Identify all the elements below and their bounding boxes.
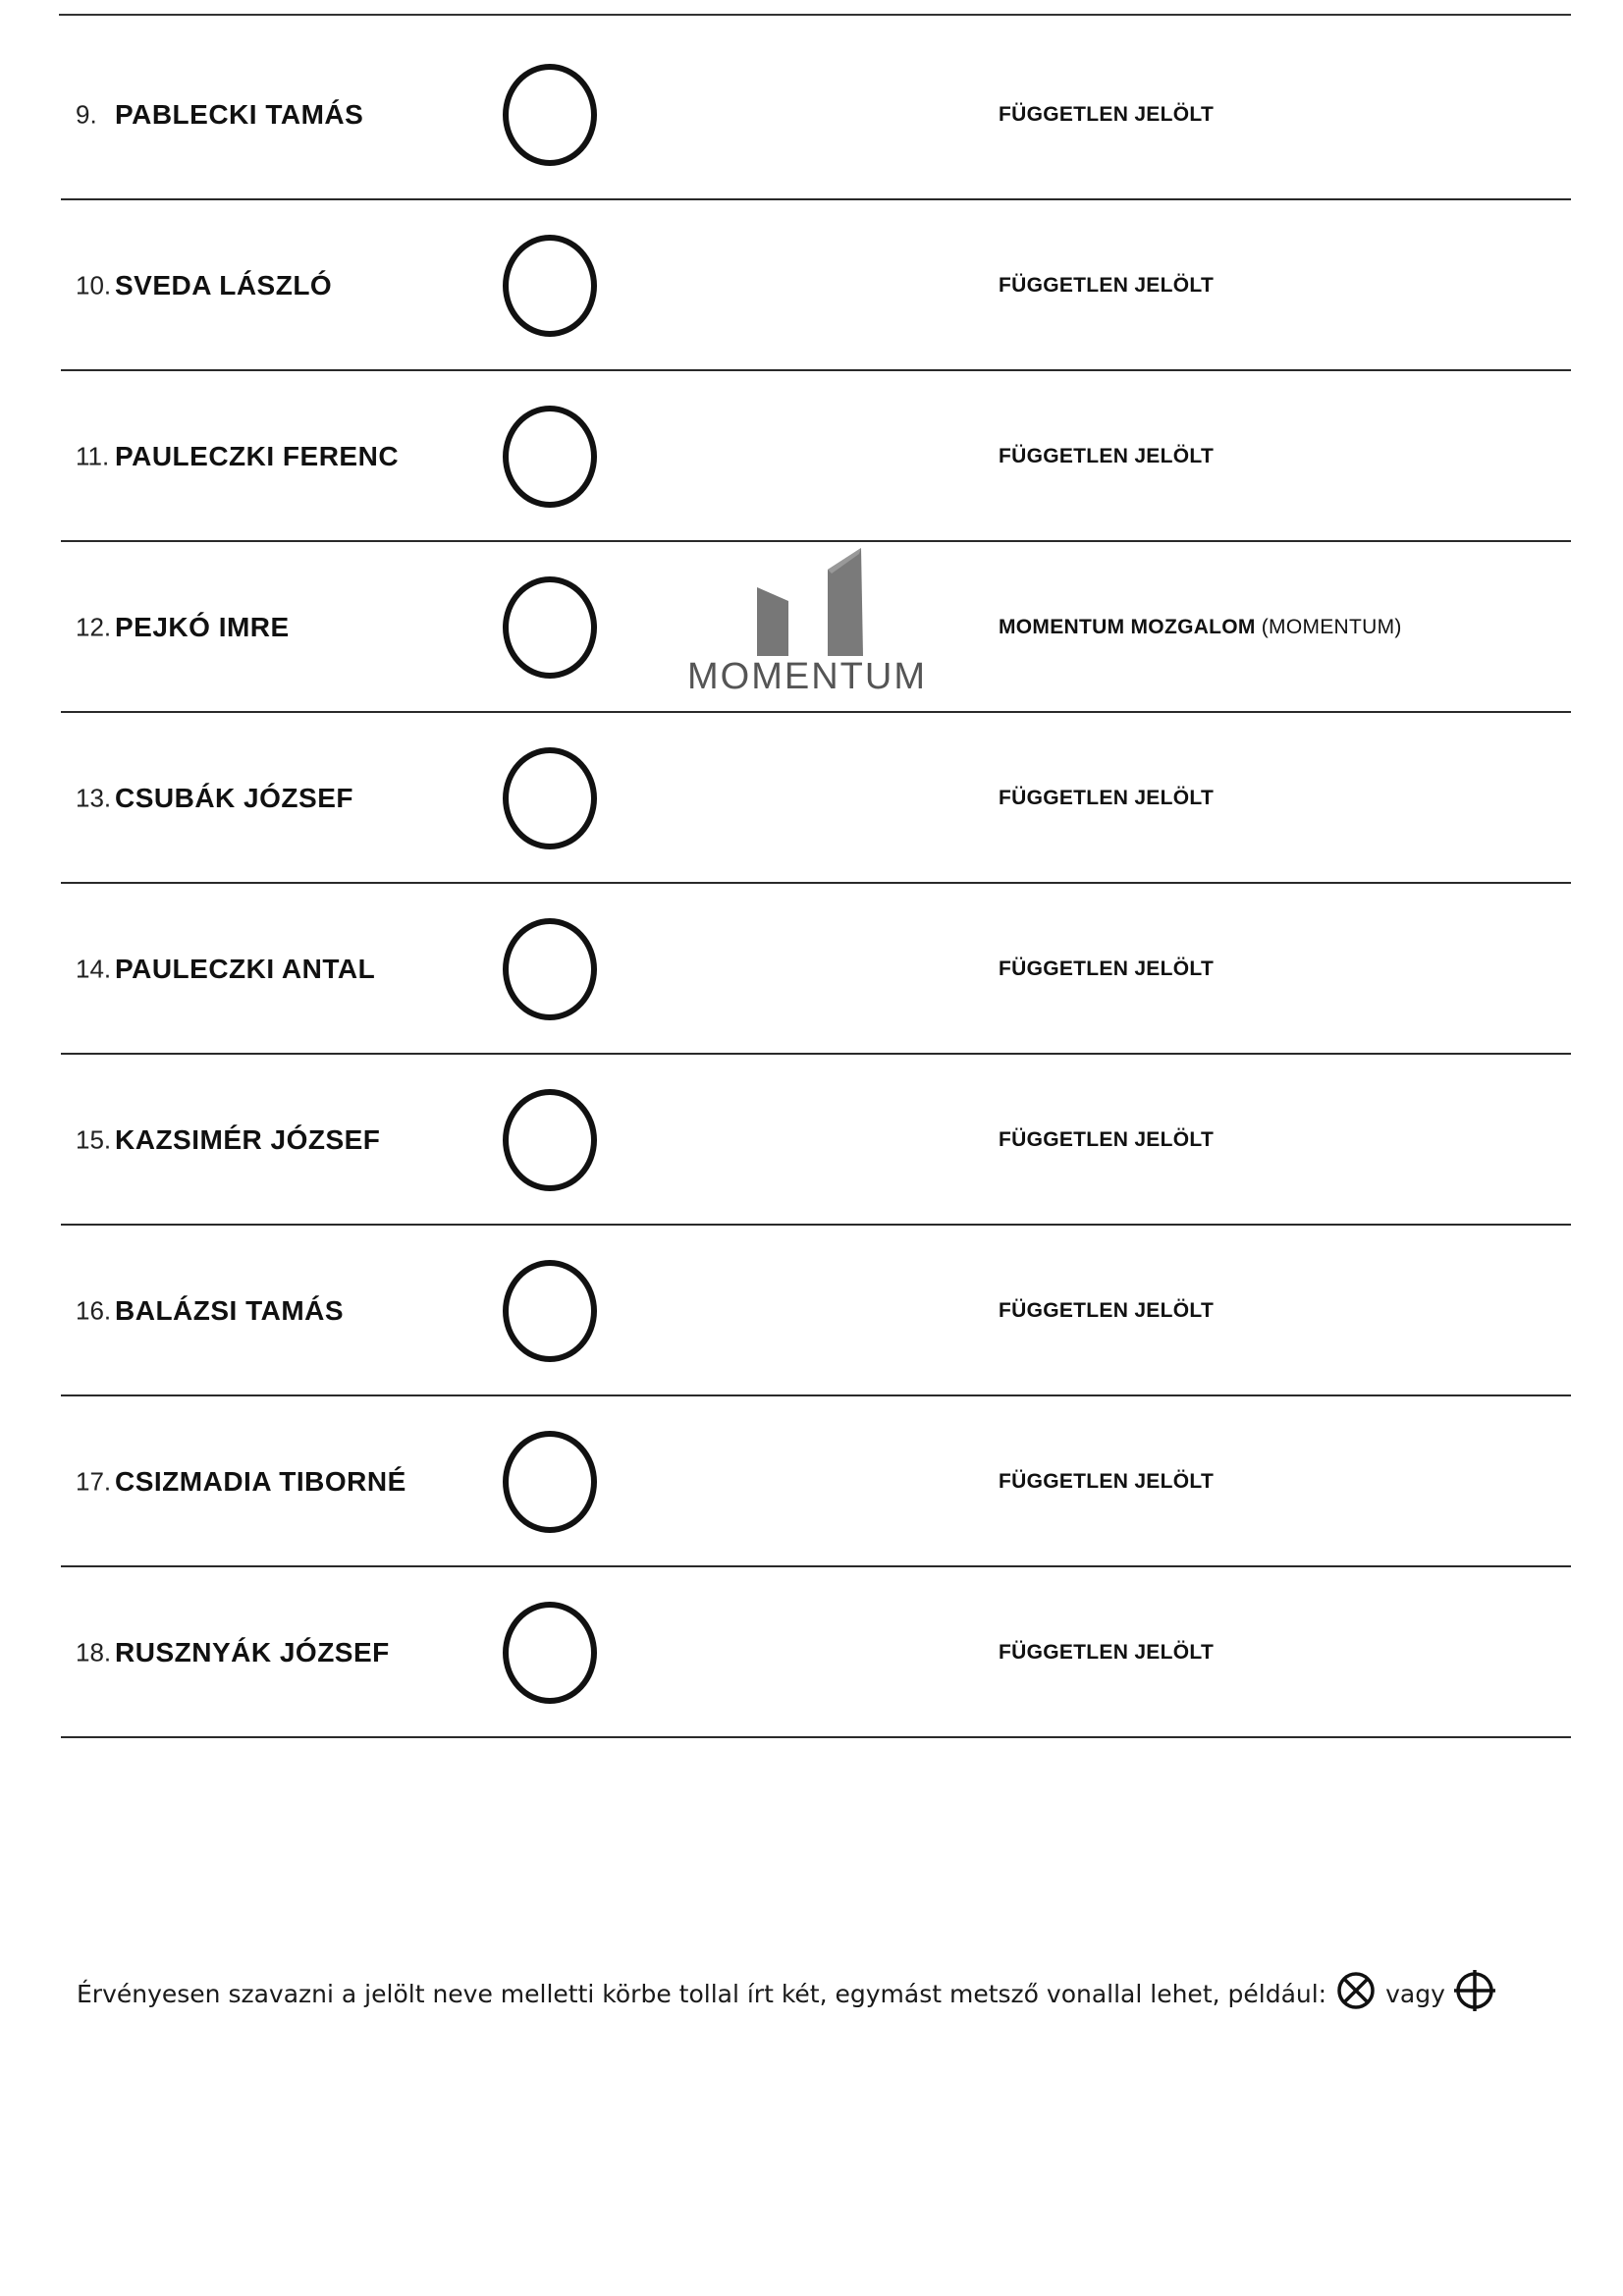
- candidate-party: FÜGGETLEN JELÖLT: [999, 103, 1215, 126]
- candidate-number: 11.: [76, 441, 110, 471]
- candidate-name: KAZSIMÉR JÓZSEF: [115, 1124, 381, 1155]
- candidate-number: 9.: [76, 99, 97, 130]
- candidate-name: PAULECZKI ANTAL: [115, 954, 376, 984]
- momentum-logo: [679, 542, 935, 713]
- vote-circle[interactable]: [503, 1602, 597, 1704]
- candidate-party: FÜGGETLEN JELÖLT: [999, 957, 1215, 980]
- candidate-row: [61, 1055, 1571, 1226]
- candidate-row: [61, 371, 1571, 542]
- vote-circle[interactable]: [503, 235, 597, 337]
- logo-wordmark: MOMENTUM: [687, 656, 927, 697]
- candidate-row: [61, 1396, 1571, 1567]
- vote-circle[interactable]: [503, 1089, 597, 1191]
- row-divider: [61, 1736, 1571, 1738]
- instructions-text: Érvényesen szavazni a jelölt neve melletti körbe tollal írt két, egymást metsző vonallal lehet, például:: [77, 1979, 1327, 2008]
- vote-circle[interactable]: [503, 576, 597, 679]
- candidate-number: 12.: [76, 612, 112, 642]
- candidate-party: FÜGGETLEN JELÖLT: [999, 1470, 1215, 1493]
- candidate-number: 10.: [76, 270, 112, 301]
- candidate-number: 18.: [76, 1637, 112, 1667]
- candidate-number: 16.: [76, 1295, 112, 1326]
- candidate-row: [61, 1226, 1571, 1396]
- vote-circle[interactable]: [503, 64, 597, 166]
- candidate-number: 13.: [76, 783, 112, 813]
- candidate-row: [61, 713, 1571, 884]
- candidate-party: FÜGGETLEN JELÖLT: [999, 1128, 1215, 1151]
- vote-circle[interactable]: [503, 747, 597, 849]
- candidate-row: [61, 542, 1571, 713]
- candidate-party: FÜGGETLEN JELÖLT: [999, 274, 1215, 297]
- candidate-name: BALÁZSI TAMÁS: [115, 1295, 345, 1326]
- candidate-party: MOMENTUM MOZGALOM (MOMENTUM): [999, 616, 1402, 638]
- candidate-row: [61, 1567, 1571, 1738]
- candidate-name: SVEDA LÁSZLÓ: [115, 270, 333, 301]
- candidate-number: 17.: [76, 1466, 112, 1497]
- candidate-row: [61, 29, 1571, 200]
- vote-circle[interactable]: [503, 918, 597, 1020]
- vote-circle[interactable]: [503, 406, 597, 508]
- momentum-logo-icon: [753, 548, 871, 656]
- or-word: vagy: [1385, 1979, 1445, 2008]
- voting-instructions: [77, 1969, 1569, 2018]
- candidate-name: PEJKÓ IMRE: [115, 612, 290, 642]
- candidate-name: CSUBÁK JÓZSEF: [115, 783, 353, 813]
- candidate-name: RUSZNYÁK JÓZSEF: [115, 1637, 390, 1667]
- candidate-party: FÜGGETLEN JELÖLT: [999, 1641, 1215, 1664]
- candidate-number: 15.: [76, 1124, 112, 1155]
- circle-x-icon: [1334, 1969, 1378, 2018]
- party-abbreviation: (MOMENTUM): [1261, 616, 1402, 638]
- candidate-name: CSIZMADIA TIBORNÉ: [115, 1466, 406, 1497]
- vote-circle[interactable]: [503, 1431, 597, 1533]
- candidate-row: [61, 200, 1571, 371]
- vote-circle[interactable]: [503, 1260, 597, 1362]
- candidate-name: PABLECKI TAMÁS: [115, 99, 364, 130]
- candidate-party: FÜGGETLEN JELÖLT: [999, 787, 1215, 809]
- candidate-row: [61, 884, 1571, 1055]
- candidate-party: FÜGGETLEN JELÖLT: [999, 445, 1215, 467]
- circle-plus-icon: [1453, 1969, 1496, 2018]
- candidate-number: 14.: [76, 954, 112, 984]
- candidate-party: FÜGGETLEN JELÖLT: [999, 1299, 1215, 1322]
- top-divider: [59, 14, 1571, 16]
- candidate-name: PAULECZKI FERENC: [115, 441, 400, 471]
